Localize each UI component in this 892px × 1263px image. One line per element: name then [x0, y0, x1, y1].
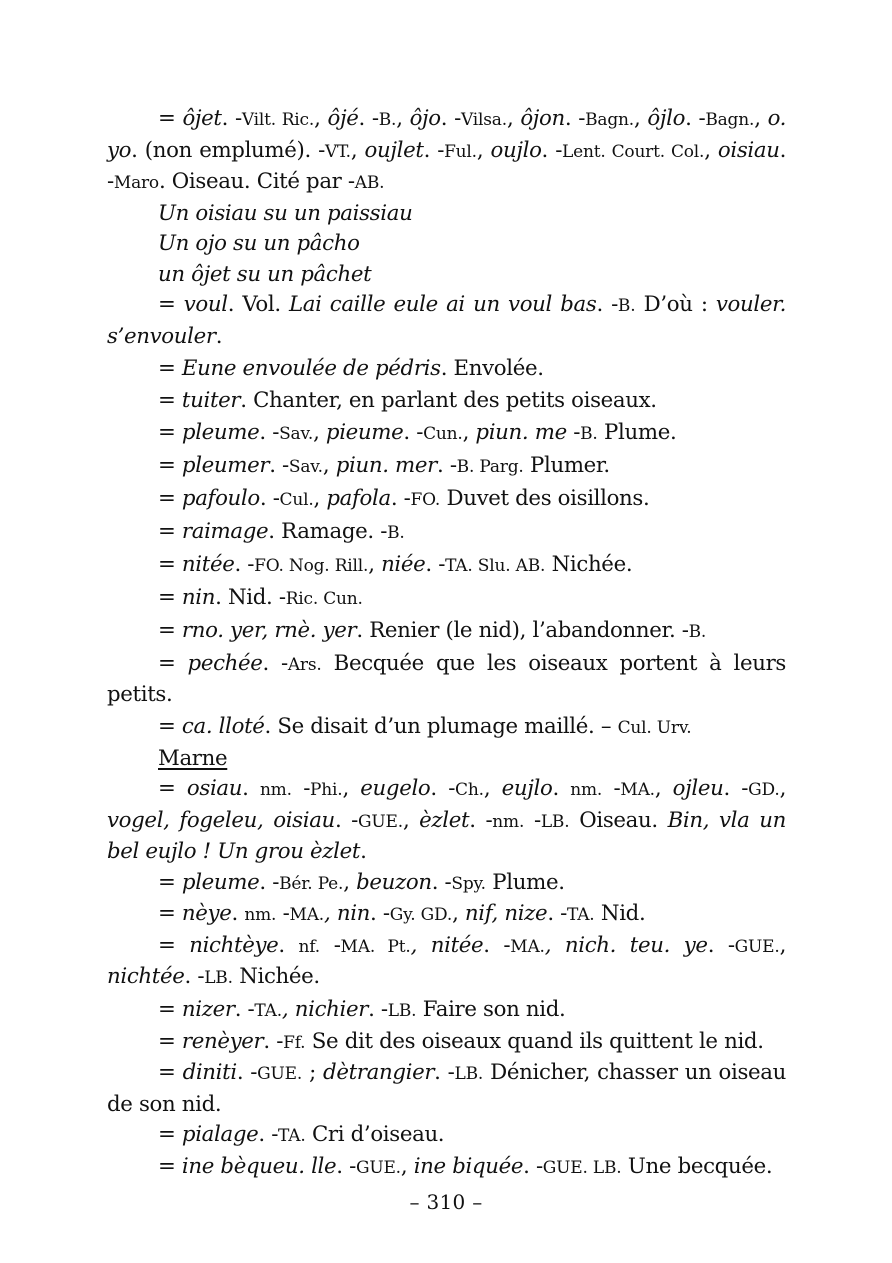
text-run: , — [476, 137, 491, 163]
italic-run: un ôjet su un pâchet — [158, 261, 372, 287]
abbreviation: B. Parg. — [456, 456, 524, 477]
text-run: . - — [107, 137, 787, 194]
text-run: , — [350, 137, 365, 163]
abbreviation: nf. — [298, 936, 320, 957]
italic-run: Bin, vla un bel eujlo ! Un grou èzlet — [107, 807, 787, 864]
text-run: = — [158, 650, 188, 676]
underlined-heading: Marne — [158, 745, 228, 771]
abbreviation: TA. — [278, 1126, 306, 1146]
text-run: . Nid. - — [215, 584, 286, 610]
italic-run: piun. me — [475, 419, 567, 445]
abbreviation: nm. — [244, 905, 277, 925]
text-run: - — [524, 807, 541, 833]
text-run: , — [779, 932, 787, 958]
italic-run: nizer — [181, 997, 235, 1022]
abbreviation: Gy. GD. — [389, 905, 453, 925]
text-run: . — [360, 839, 367, 864]
text-run: , — [654, 776, 673, 801]
text-run: , — [462, 419, 476, 445]
italic-run: pafoulo — [181, 485, 260, 511]
entry-beque — [107, 1152, 786, 1184]
text-run: . - — [434, 1060, 455, 1085]
text-run: , — [779, 776, 786, 801]
italic-run: ca. lloté — [181, 714, 265, 739]
abbreviation: Cun. — [423, 423, 463, 444]
text-run: . — [242, 776, 260, 801]
italic-run: pafola — [326, 485, 391, 511]
italic-run: pleumer — [181, 452, 270, 478]
abbreviation: GUE. LB. — [542, 1157, 622, 1178]
text-run: Se dit des oiseaux quand ils quittent le nid. — [305, 1028, 764, 1054]
text-run: . - — [425, 551, 446, 577]
abbreviation: FO. Nog. Rill. — [254, 555, 369, 576]
abbreviation: Bér. Pe. — [279, 873, 344, 894]
text-run: = — [158, 1153, 182, 1179]
text-run: . Oiseau. Cité par - — [158, 169, 355, 194]
text-run: . - — [440, 106, 462, 131]
text-run: . - — [336, 1153, 356, 1179]
italic-run: ôjé — [327, 106, 359, 131]
entry-diniti — [107, 1058, 786, 1120]
text-run: = — [158, 1060, 183, 1085]
abbreviation: Ful. — [444, 141, 477, 162]
italic-run: rno. yer, rnè. yer — [181, 617, 357, 643]
text-run: = — [158, 355, 182, 381]
text-run: , — [754, 106, 768, 131]
text-run: = — [158, 485, 182, 511]
abbreviation: Maro — [113, 173, 159, 193]
entry-pleumer — [107, 451, 786, 483]
text-run: - — [602, 776, 621, 801]
text-run: . (non emplumé). - — [131, 137, 325, 163]
abbreviation: LB. — [454, 1064, 484, 1084]
abbreviation: nm. — [570, 780, 603, 800]
abbreviation: TA. — [567, 905, 595, 925]
text-run: = — [158, 551, 182, 577]
page-number: – 310 – — [409, 1190, 483, 1214]
entry-osiau — [107, 774, 786, 868]
text-run: . — [552, 776, 571, 801]
text-run: , — [313, 485, 327, 511]
abbreviation: Cul. — [279, 489, 314, 510]
italic-run: nèye — [181, 901, 232, 926]
abbreviation: MA. — [510, 936, 545, 957]
text-run: , — [322, 452, 336, 478]
text-run: = — [158, 932, 190, 958]
text-run: . - — [368, 997, 388, 1022]
italic-run: vouler. s’envouler — [107, 292, 787, 349]
text-run: = — [158, 776, 187, 801]
text-run: , — [396, 106, 410, 131]
italic-run: oisiau — [717, 137, 780, 163]
italic-run: diniti — [182, 1060, 237, 1085]
abbreviation: Phi. — [310, 780, 343, 800]
text-run: . — [215, 323, 223, 349]
text-run: . — [278, 932, 299, 958]
italic-run: pialage — [181, 1122, 259, 1147]
text-run: , — [314, 106, 328, 131]
abbreviation: TA. Slu. AB. — [445, 555, 546, 576]
text-run: , — [634, 106, 648, 131]
abbreviation: Lent. Court. Col. — [562, 141, 705, 162]
entry-neye — [107, 899, 786, 931]
text-run: = — [158, 452, 182, 478]
text-run: . - — [234, 997, 255, 1022]
text-run: = — [158, 901, 182, 926]
abbreviation: Sav. — [288, 456, 323, 477]
text-run: , — [452, 901, 465, 926]
text-run: . Chanter, en parlant des petits oiseaux. — [240, 387, 657, 413]
text-run: . - — [221, 106, 242, 131]
italic-run: renèyer — [181, 1028, 264, 1054]
abbreviation: B. — [387, 522, 405, 543]
text-run: . - — [263, 1028, 284, 1054]
italic-run: eugelo — [360, 776, 431, 801]
italic-run: nif, nize — [464, 901, 548, 926]
italic-run: pleume — [181, 869, 260, 895]
italic-run: ôjo — [409, 106, 441, 131]
italic-run: ine biquée — [413, 1153, 524, 1179]
italic-run: ine bèqueu. lle — [181, 1153, 337, 1179]
abbreviation: Spy. — [451, 873, 486, 894]
italic-run: èzlet — [419, 807, 470, 833]
italic-run: beuzon — [356, 869, 432, 895]
text-run: . - — [436, 452, 457, 478]
text-run: ; — [302, 1060, 324, 1085]
text-run: . - — [259, 485, 280, 511]
text-run: = — [158, 1028, 182, 1054]
italic-run: o. yo — [107, 106, 787, 163]
text-run: = — [158, 584, 182, 610]
abbreviation: nm. — [492, 811, 525, 832]
abbreviation: AB. — [354, 173, 385, 193]
abbreviation: MA. — [289, 905, 324, 925]
entry-voul — [107, 290, 786, 352]
entry-callote — [107, 712, 786, 744]
italic-run: Un ojo su un pâcho — [158, 231, 360, 256]
text-run: . - — [184, 964, 205, 989]
abbreviation: Ch. — [455, 780, 484, 800]
italic-run: ôjon — [520, 106, 565, 131]
entry-reneyer — [107, 1027, 786, 1059]
text-run: Dénicher, chasser un oiseau de son nid. — [107, 1060, 787, 1117]
italic-run: pleume — [181, 419, 260, 445]
text-run: . - — [269, 452, 289, 478]
text-run: . Envolée. — [440, 355, 544, 381]
abbreviation: GUE. — [355, 1157, 401, 1178]
italic-run: ôjet — [182, 106, 222, 131]
italic-run: dètrangier — [323, 1060, 435, 1085]
text-run: . - — [258, 1122, 279, 1147]
abbreviation: FO. — [410, 489, 441, 510]
abbreviation: Ars. — [287, 654, 322, 675]
text-run: , — [402, 807, 420, 833]
abbreviation: Bagn. — [705, 110, 755, 130]
text-run: D’où : — [635, 292, 716, 317]
italic-run: niée — [381, 551, 426, 577]
italic-run: eujlo — [501, 776, 553, 801]
italic-run: oujlo — [490, 137, 542, 163]
text-run: . - — [403, 419, 424, 445]
abbreviation: GD. — [748, 780, 780, 800]
entry-pechee — [107, 649, 786, 711]
text-run: , — [483, 776, 502, 801]
abbreviation: Ff. — [283, 1032, 306, 1053]
italic-run: , nin — [323, 901, 371, 926]
entry-oiseau-intro — [107, 104, 786, 199]
text-run: . — [231, 901, 245, 926]
italic-run: voul — [183, 292, 228, 317]
italic-run: vogel, fogeleu, oisiau — [107, 807, 335, 833]
text-run: - — [319, 932, 341, 958]
abbreviation: GUE. — [358, 811, 403, 832]
text-run: , — [342, 776, 361, 801]
text-run: = — [158, 869, 182, 895]
text-run: , — [343, 869, 357, 895]
entry-rnoyer — [107, 616, 786, 648]
italic-run: ojleu — [672, 776, 724, 801]
italic-run: nin — [181, 584, 216, 610]
abbreviation: Cul. Urv. — [617, 718, 692, 738]
italic-run: nichtée — [107, 964, 185, 989]
italic-run: nichtèye — [189, 932, 279, 958]
text-run: = — [158, 292, 184, 317]
abbreviation: Ric. Cun. — [285, 588, 363, 609]
abbreviation: VT. — [324, 141, 351, 162]
text-run: Une becquée. — [621, 1153, 773, 1179]
text-run: . - — [259, 419, 280, 445]
entry-envoulee — [107, 354, 786, 385]
text-run: . - — [358, 106, 379, 131]
text-run: = — [158, 714, 182, 739]
text-run: , — [506, 106, 521, 131]
text-run: . Renier (le nid), l’abandonner. - — [356, 617, 689, 643]
italic-run: Lai caille eule ai un voul bas — [288, 292, 597, 317]
quotation-line — [107, 229, 786, 260]
italic-run: pieume — [325, 419, 404, 445]
abbreviation: B. — [378, 110, 397, 130]
text-run: . - — [262, 650, 288, 676]
italic-run: , nich. teu. ye — [544, 932, 708, 958]
italic-run: , nichier — [281, 997, 369, 1022]
text-run: Nichée. — [545, 551, 633, 577]
abbreviation: Bagn. — [585, 110, 635, 130]
abbreviation: LB. — [387, 1001, 417, 1021]
text-run: Becquée que les oiseaux portent à leurs petits. — [107, 650, 786, 707]
entry-nin — [107, 583, 786, 615]
text-run: . Ramage. - — [268, 518, 388, 544]
italic-run: Eune envoulée de pédris — [181, 355, 441, 381]
text-run: Faire son nid. — [416, 997, 566, 1022]
text-run: - — [566, 419, 581, 445]
text-run: . - — [390, 485, 411, 511]
italic-run: oujlet — [364, 137, 424, 163]
text-run: . - — [236, 1060, 258, 1085]
text-run: . - — [431, 869, 452, 895]
italic-run: osiau — [186, 776, 243, 801]
italic-run: Un oisiau su un paissiau — [158, 200, 413, 226]
entry-pafoulo — [107, 484, 786, 516]
quotation-line — [107, 260, 786, 291]
entry-nitee — [107, 550, 786, 582]
entry-pleume-marne — [107, 868, 786, 900]
text-run: , — [704, 137, 718, 163]
entry-nichteye — [107, 931, 786, 994]
text-run: . - — [334, 807, 359, 833]
text-run: . - — [564, 106, 586, 131]
text-run: = — [158, 387, 182, 413]
abbreviation: nm. — [259, 780, 292, 800]
text-run: = — [158, 106, 183, 131]
text-run: , — [400, 1153, 414, 1179]
text-run: . - — [430, 776, 456, 801]
italic-run: ôjlo — [647, 106, 686, 131]
text-run: = — [158, 518, 182, 544]
entry-tuiter — [107, 386, 786, 417]
abbreviation: LB. — [540, 811, 570, 832]
abbreviation: LB. — [204, 968, 233, 988]
abbreviation: GUE. — [734, 936, 780, 957]
abbreviation: MA. — [620, 780, 655, 800]
text-run: - — [276, 901, 290, 926]
text-run: . - — [541, 137, 563, 163]
text-run: = — [158, 617, 182, 643]
text-run: . - — [423, 137, 445, 163]
entry-pleume — [107, 418, 786, 450]
text-run: Plumer. — [523, 452, 610, 478]
text-run: . - — [547, 901, 567, 926]
text-run: = — [158, 419, 182, 445]
text-run: . - — [596, 292, 618, 317]
abbreviation: MA. Pt. — [340, 936, 411, 957]
text-run: Plume. — [597, 419, 677, 445]
abbreviation: B. — [617, 296, 636, 316]
italic-run: , nitée — [410, 932, 484, 958]
text-run: Cri d’oiseau. — [305, 1122, 445, 1147]
italic-run: tuiter — [181, 387, 241, 413]
quotation-line — [107, 199, 786, 230]
abbreviation: GUE. — [257, 1064, 303, 1084]
abbreviation: TA. — [254, 1001, 282, 1021]
italic-run: raimage — [181, 518, 269, 544]
entry-nizer — [107, 995, 786, 1027]
abbreviation: Vilt. Ric. — [241, 110, 315, 130]
text-run: . Vol. — [227, 292, 289, 317]
text-run: - — [291, 776, 311, 801]
text-run: . - — [469, 807, 493, 833]
text-run: . - — [234, 551, 255, 577]
text-run: . - — [370, 901, 390, 926]
text-run: Oiseau. — [569, 807, 668, 833]
text-run: Plume. — [485, 869, 565, 895]
text-run: = — [158, 1122, 182, 1147]
page-body — [107, 104, 786, 1183]
entry-pialage — [107, 1120, 786, 1152]
abbreviation: Vilsa. — [461, 110, 507, 130]
text-run: = — [158, 997, 182, 1022]
italic-run: pechée — [187, 650, 263, 676]
text-run: . - — [685, 106, 706, 131]
abbreviation: Sav. — [279, 423, 314, 444]
text-run: . - — [259, 869, 280, 895]
text-run: . - — [523, 1153, 543, 1179]
text-run: . - — [483, 932, 511, 958]
entry-raimage — [107, 517, 786, 549]
text-run: Duvet des oisillons. — [440, 485, 650, 511]
text-run: . - — [707, 932, 735, 958]
italic-run: nitée — [181, 551, 235, 577]
text-run: Nid. — [594, 901, 646, 926]
text-run: . Se disait d’un plumage maillé. – — [264, 714, 618, 739]
text-run: , — [313, 419, 326, 445]
text-run: , — [368, 551, 382, 577]
abbreviation: B. — [580, 423, 598, 444]
text-run: . - — [723, 776, 749, 801]
italic-run: piun. mer — [335, 452, 437, 478]
text-run: Nichée. — [232, 964, 320, 989]
abbreviation: B. — [688, 621, 707, 642]
section-heading-marne — [107, 744, 786, 775]
